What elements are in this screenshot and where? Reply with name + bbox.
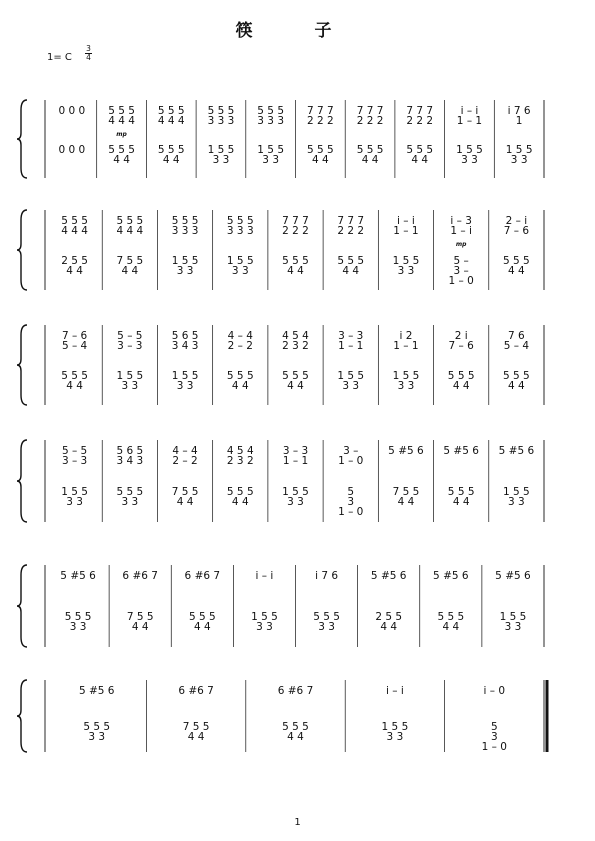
lower-staff-notes: 1 5 5 — [499, 611, 527, 623]
lower-staff-notes: 3 3 — [176, 265, 194, 277]
lower-staff-notes: 5 5 5 — [447, 370, 475, 382]
upper-staff-notes: 5 – 5 — [61, 445, 88, 457]
upper-staff-notes: i – 0 — [483, 685, 506, 697]
upper-staff-notes: 5 #5 6 — [443, 445, 479, 457]
lower-staff-notes: 2 5 5 — [61, 255, 88, 267]
upper-staff-notes: 5 5 5 — [61, 215, 88, 227]
upper-staff-notes: 2 – 2 — [172, 455, 198, 467]
lower-staff-notes: 5 5 5 — [503, 370, 530, 382]
lower-staff-notes: 4 4 — [361, 154, 379, 166]
lower-staff-notes: 3 — [347, 496, 355, 508]
lower-staff-notes: 3 3 — [176, 380, 194, 392]
upper-staff-notes: 5 – 4 — [61, 340, 88, 352]
upper-staff-notes: 5 5 5 — [157, 105, 185, 117]
upper-staff-notes: 0 0 0 — [58, 105, 86, 117]
system-brace — [17, 100, 27, 178]
lower-staff-notes: 4 4 — [231, 380, 249, 392]
lower-staff-notes: 1 5 5 — [207, 144, 235, 156]
upper-staff-notes: 3 4 3 — [116, 455, 144, 467]
lower-staff-notes: 4 4 — [176, 496, 194, 508]
upper-staff-notes: 7 – 6 — [61, 330, 88, 342]
upper-staff-notes: 6 #6 7 — [277, 685, 314, 697]
lower-staff-notes: 3 3 — [397, 380, 415, 392]
lower-staff-notes: 4 4 — [380, 621, 398, 633]
lower-staff-notes: 5 5 5 — [61, 370, 88, 382]
upper-staff-notes: 3 3 3 — [207, 115, 235, 127]
upper-staff-notes: 6 #6 7 — [122, 570, 158, 582]
lower-staff-notes: 7 5 5 — [116, 255, 144, 267]
upper-staff-notes: 4 4 4 — [157, 115, 185, 127]
upper-staff-notes: 5 #5 6 — [388, 445, 424, 457]
upper-staff-notes: 6 #6 7 — [178, 685, 214, 697]
upper-staff-notes: 4 4 4 — [108, 115, 135, 127]
lower-staff-notes: 1 5 5 — [61, 486, 88, 498]
lower-staff-notes: 4 4 — [162, 154, 180, 166]
upper-staff-notes: 1 – 1 — [338, 340, 364, 352]
lower-staff-notes: 5 5 5 — [447, 486, 475, 498]
upper-staff-notes: 4 5 4 — [282, 330, 309, 342]
upper-staff-notes: 5 #5 6 — [433, 570, 469, 582]
upper-staff-notes: i 7 6 — [507, 105, 531, 117]
upper-staff-notes: i 7 6 — [315, 570, 339, 582]
lower-staff-notes: 3 3 — [121, 380, 139, 392]
lower-staff-notes: 1 5 5 — [257, 144, 285, 156]
lower-staff-notes: 4 4 — [452, 496, 470, 508]
upper-staff-notes: 1 – 1 — [393, 340, 419, 352]
lower-staff-notes: 5 5 5 — [282, 721, 309, 733]
lower-staff-notes: 3 3 — [508, 496, 525, 508]
time-signature-beats: 3 — [86, 44, 91, 53]
upper-staff-notes: 5 #5 6 — [495, 570, 531, 582]
lower-staff-notes: 5 5 5 — [356, 144, 384, 156]
upper-staff-notes: i 2 — [399, 330, 413, 342]
upper-staff-notes: 2 2 2 — [337, 225, 365, 237]
upper-staff-notes: 5 – 4 — [503, 340, 530, 352]
system-brace — [17, 210, 27, 290]
upper-staff-notes: 1 – 1 — [393, 225, 419, 237]
lower-staff-notes: 4 4 — [131, 621, 149, 633]
lower-staff-notes: 3 3 — [262, 154, 280, 166]
upper-staff-notes: i – i — [255, 570, 274, 582]
lower-staff-notes: 3 3 — [212, 154, 230, 166]
lower-staff-notes: 1 5 5 — [503, 486, 530, 498]
lower-staff-notes: 1 5 5 — [381, 721, 409, 733]
upper-staff-notes: 1 – 1 — [282, 455, 309, 467]
upper-staff-notes: 5 #5 6 — [78, 685, 115, 697]
upper-staff-notes: 1 – 1 — [456, 115, 483, 127]
lower-staff-notes: 5 5 5 — [503, 255, 530, 267]
lower-staff-notes: 4 4 — [442, 621, 460, 633]
lower-staff-notes: 3 — [490, 731, 498, 743]
lower-staff-notes: 3 – — [453, 265, 469, 277]
lower-staff-notes: 5 5 5 — [116, 486, 144, 498]
upper-staff-notes: i – i — [386, 685, 404, 697]
system-brace — [17, 680, 27, 752]
lower-staff-notes: 1 – 0 — [481, 741, 507, 753]
lower-staff-notes: 7 5 5 — [126, 611, 154, 623]
upper-staff-notes: 3 3 3 — [257, 115, 285, 127]
lower-staff-notes: 1 5 5 — [171, 370, 199, 382]
lower-staff-notes: 4 4 — [311, 154, 329, 166]
upper-staff-notes: 3 3 3 — [226, 225, 254, 237]
lower-staff-notes: 4 4 — [187, 731, 205, 743]
upper-staff-notes: 5 #5 6 — [370, 570, 407, 582]
lower-staff-notes: 5 5 5 — [337, 255, 365, 267]
upper-staff-notes: 3 – — [343, 445, 359, 457]
upper-staff-notes: 3 – 3 — [338, 330, 364, 342]
lower-staff-notes: 3 3 — [121, 496, 139, 508]
upper-staff-notes: 2 2 2 — [282, 225, 309, 237]
lower-staff-notes: 5 5 5 — [226, 370, 254, 382]
upper-staff-notes: 1 – 0 — [338, 455, 364, 467]
upper-staff-notes: 5 5 5 — [226, 215, 254, 227]
lower-staff-notes: 5 5 5 — [282, 255, 309, 267]
upper-staff-notes: 2 3 2 — [226, 455, 254, 467]
lower-staff-notes: 3 3 — [342, 380, 360, 392]
upper-staff-notes: 3 – 3 — [117, 340, 143, 352]
lower-staff-notes: 2 5 5 — [375, 611, 403, 623]
page-number: 1 — [294, 817, 301, 828]
lower-staff-notes: 5 5 5 — [64, 611, 92, 623]
lower-staff-notes: 3 3 — [461, 154, 478, 166]
lower-staff-notes: 3 3 — [510, 154, 528, 166]
lower-staff-notes: 7 5 5 — [171, 486, 199, 498]
lower-staff-notes: 5 5 5 — [306, 144, 334, 156]
upper-staff-notes: 5 5 5 — [116, 215, 144, 227]
lower-staff-notes: 3 3 — [386, 731, 404, 743]
lower-staff-notes: 3 3 — [318, 621, 335, 633]
upper-staff-notes: 4 – 4 — [227, 330, 253, 342]
upper-staff-notes: 7 6 — [508, 330, 525, 342]
upper-staff-notes: 3 – 3 — [61, 455, 88, 467]
upper-staff-notes: 7 7 7 — [356, 105, 384, 117]
upper-staff-notes: 2 2 2 — [406, 115, 434, 127]
upper-staff-notes: i – i — [397, 215, 415, 227]
lower-staff-notes: 4 4 — [231, 496, 249, 508]
upper-staff-notes: 7 7 7 — [282, 215, 309, 227]
upper-staff-notes: 5 #5 6 — [498, 445, 535, 457]
system-brace — [17, 565, 27, 647]
lower-staff-notes: 4 4 — [508, 265, 525, 277]
upper-staff-notes: 1 — [515, 115, 523, 127]
dynamic-marking: mp — [455, 241, 467, 248]
upper-staff-notes: 5 6 5 — [116, 445, 144, 457]
lower-staff-notes: 3 3 — [69, 621, 87, 633]
lower-staff-notes: 0 0 0 — [58, 144, 86, 156]
upper-staff-notes: 3 4 3 — [171, 340, 199, 352]
lower-staff-notes: 4 4 — [397, 496, 415, 508]
lower-staff-notes: 5 5 5 — [83, 721, 111, 733]
lower-staff-notes: 1 5 5 — [171, 255, 199, 267]
lower-staff-notes: 4 4 — [342, 265, 360, 277]
lower-staff-notes: 5 5 5 — [226, 486, 254, 498]
lower-staff-notes: 5 5 5 — [157, 144, 185, 156]
lower-staff-notes: 5 — [347, 486, 355, 498]
lower-staff-notes: 4 4 — [121, 265, 139, 277]
upper-staff-notes: i – i — [460, 105, 479, 117]
lower-staff-notes: 3 3 — [256, 621, 273, 633]
lower-staff-notes: 4 4 — [452, 380, 470, 392]
upper-staff-notes: 4 5 4 — [226, 445, 254, 457]
lower-staff-notes: 4 4 — [411, 154, 429, 166]
upper-staff-notes: 2 – i — [505, 215, 528, 227]
lower-staff-notes: 1 5 5 — [282, 486, 309, 498]
lower-staff-notes: 1 – 0 — [338, 506, 364, 518]
time-signature-unit: 4 — [86, 53, 91, 62]
lower-staff-notes: 1 5 5 — [226, 255, 254, 267]
lower-staff-notes: 5 – — [453, 255, 469, 267]
upper-staff-notes: i – 3 — [450, 215, 472, 227]
lower-staff-notes: 3 3 — [397, 265, 415, 277]
upper-staff-notes: 5 5 5 — [207, 105, 235, 117]
lower-staff-notes: 4 4 — [66, 265, 83, 277]
upper-staff-notes: 4 4 4 — [61, 225, 88, 237]
upper-staff-notes: 5 5 5 — [257, 105, 285, 117]
lower-staff-notes: 5 — [490, 721, 498, 733]
lower-staff-notes: 7 5 5 — [392, 486, 420, 498]
lower-staff-notes: 1 5 5 — [116, 370, 144, 382]
lower-staff-notes: 4 4 — [508, 380, 525, 392]
system-brace — [17, 440, 27, 522]
lower-staff-notes: 1 5 5 — [251, 611, 278, 623]
upper-staff-notes: 7 – 6 — [503, 225, 530, 237]
lower-staff-notes: 4 4 — [287, 380, 304, 392]
lower-staff-notes: 4 4 — [287, 265, 304, 277]
upper-staff-notes: 2 2 2 — [356, 115, 384, 127]
upper-staff-notes: 4 4 4 — [116, 225, 144, 237]
lower-staff-notes: 1 5 5 — [456, 144, 483, 156]
upper-staff-notes: 4 – 4 — [172, 445, 198, 457]
upper-staff-notes: 5 – 5 — [117, 330, 143, 342]
upper-staff-notes: 2 – 2 — [227, 340, 253, 352]
page-title: 筷 子 — [235, 21, 360, 41]
lower-staff-notes: 3 3 — [231, 265, 249, 277]
upper-staff-notes: 3 3 3 — [171, 225, 199, 237]
upper-staff-notes: 2 2 2 — [306, 115, 334, 127]
lower-staff-notes: 5 5 5 — [406, 144, 434, 156]
lower-staff-notes: 1 5 5 — [392, 255, 420, 267]
lower-staff-notes: 4 4 — [113, 154, 130, 166]
upper-staff-notes: 3 – 3 — [282, 445, 309, 457]
key-signature: 1= C — [47, 52, 72, 63]
dynamic-marking: mp — [116, 131, 127, 138]
system-brace — [17, 325, 27, 405]
upper-staff-notes: 5 6 5 — [171, 330, 199, 342]
upper-staff-notes: 2 i — [454, 330, 468, 342]
lower-staff-notes: 3 3 — [66, 496, 83, 508]
upper-staff-notes: 1 – i — [450, 225, 472, 237]
lower-staff-notes: 7 5 5 — [182, 721, 210, 733]
lower-staff-notes: 4 4 — [66, 380, 83, 392]
lower-staff-notes: 1 5 5 — [337, 370, 365, 382]
lower-staff-notes: 5 5 5 — [108, 144, 135, 156]
lower-staff-notes: 4 4 — [287, 731, 304, 743]
upper-staff-notes: 7 7 7 — [337, 215, 365, 227]
upper-staff-notes: 5 #5 6 — [60, 570, 96, 582]
upper-staff-notes: 6 #6 7 — [184, 570, 221, 582]
upper-staff-notes: 5 5 5 — [171, 215, 199, 227]
lower-staff-notes: 4 4 — [193, 621, 211, 633]
lower-staff-notes: 5 5 5 — [313, 611, 340, 623]
lower-staff-notes: 3 3 — [88, 731, 106, 743]
lower-staff-notes: 3 3 — [504, 621, 522, 633]
lower-staff-notes: 1 – 0 — [448, 275, 474, 287]
upper-staff-notes: 5 5 5 — [108, 105, 135, 117]
lower-staff-notes: 1 5 5 — [505, 144, 533, 156]
lower-staff-notes: 5 5 5 — [282, 370, 309, 382]
upper-staff-notes: 7 7 7 — [406, 105, 434, 117]
lower-staff-notes: 5 5 5 — [188, 611, 216, 623]
lower-staff-notes: 3 3 — [287, 496, 304, 508]
upper-staff-notes: 7 7 7 — [306, 105, 334, 117]
lower-staff-notes: 1 5 5 — [392, 370, 420, 382]
upper-staff-notes: 2 3 2 — [282, 340, 309, 352]
upper-staff-notes: 7 – 6 — [448, 340, 474, 352]
lower-staff-notes: 5 5 5 — [437, 611, 465, 623]
